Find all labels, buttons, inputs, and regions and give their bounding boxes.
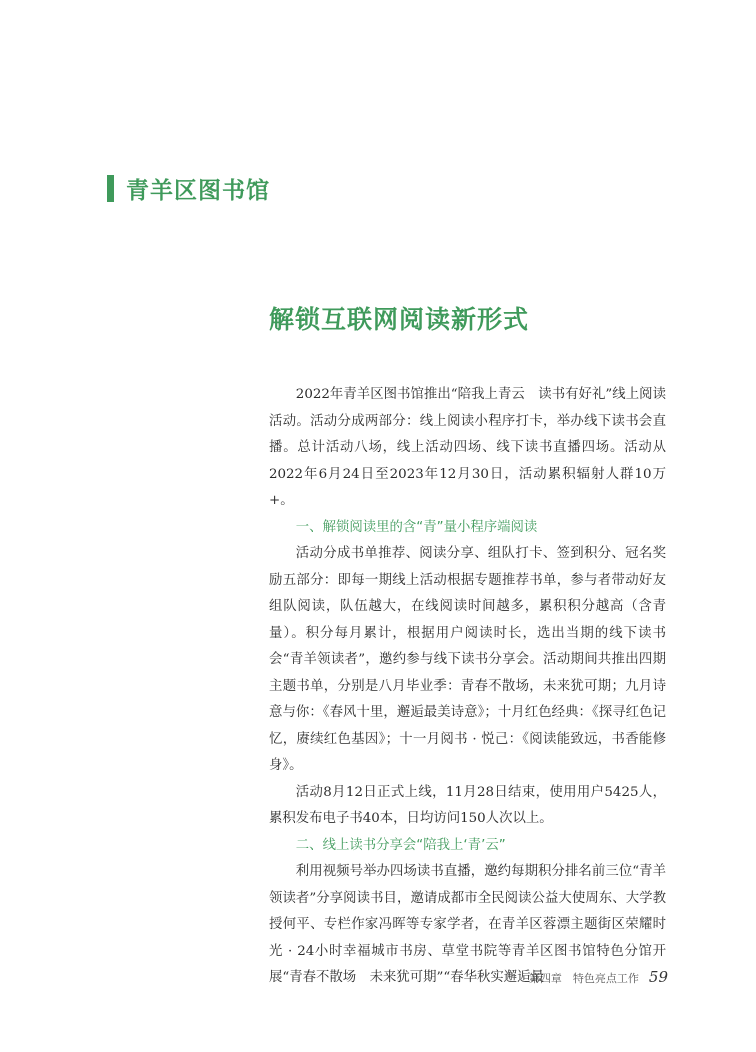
article-title: 解锁互联网阅读新形式	[269, 305, 530, 334]
section-marker-bar	[107, 175, 114, 202]
section-heading-2: 二、线上读书分享会“陪我上‘青’云”	[295, 837, 506, 853]
library-name: 青羊区图书馆	[126, 178, 270, 204]
section1-paragraph-2: 活动8月12日正式上线，11月28日结束，使用用户5425人，累积发布电子书40本，日均访问150人次以上。	[269, 784, 666, 826]
page-number: 59	[648, 968, 668, 986]
section-heading-1: 一、解锁阅读里的含“青”量小程序端阅读	[295, 519, 538, 535]
section1-paragraph-1: 活动分成书单推荐、阅读分享、组队打卡、签到积分、冠名奖励五部分：即每一期线上活动根据专题推荐书单，参与者带动好友组队阅读，队伍越大，在线阅读时间越多，累积积分越高（含青量）。积分每月累计，根据用户阅读时长，选出当期的线下读书会“青羊领读者”，邀约参与线下读书分享会。活动期间共推出四期主题书单，分别是八月毕业季：青春不散场，未来犹可期；九月诗意与你：《春风十里，邂逅最美诗意》；十月红色经典：《探寻红色记忆，赓续红色基因》；十一月阅书 · 悦己：《阅读能致远，书香能修身》。	[269, 546, 666, 773]
footer-chapter-label: 第四章 特色亮点工作	[528, 972, 639, 985]
page-footer	[529, 968, 668, 986]
section2-paragraph-1: 利用视频号举办四场读书直播，邀约每期积分排名前三位“青羊领读者”分享阅读书目，邀请成都市全民阅读公益大使周东、大学教授何平、专栏作家冯晖等专家学者，在青羊区蓉漂主题街区荣耀时光 · 24小时幸福城市书房、草堂书院等青羊区图书馆特色分馆开展“青春不散场 未来犹可期”“春华秋实邂逅最	[269, 864, 666, 985]
library-header	[107, 172, 270, 205]
article-body	[269, 382, 666, 992]
intro-paragraph: 2022年青羊区图书馆推出“陪我上青云 读书有好礼”线上阅读活动。活动分成两部分：线上阅读小程序打卡，举办线下读书会直播。总计活动八场，线上活动四场、线下读书直播四场。活动从2022年6月24日至2023年12月30日，活动累积辐射人群10万+。	[269, 387, 666, 508]
